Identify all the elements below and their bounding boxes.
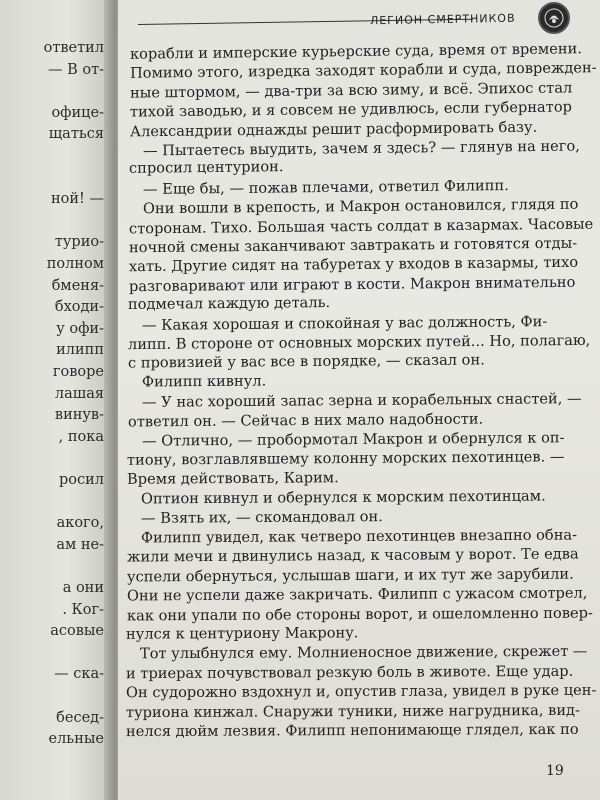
- text-line: корабли и имперские курьерские суда, время от времени.: [129, 40, 583, 63]
- left-page-fragment: асовые: [50, 623, 104, 640]
- left-page-fragment: лашая: [54, 385, 104, 402]
- text-line: Филипп кивнул.: [141, 372, 267, 391]
- left-page-fragment: акого,: [56, 515, 104, 532]
- text-line: подмечал каждую деталь.: [128, 294, 331, 314]
- left-page-fragment: ельные: [48, 731, 104, 748]
- text-line: нелся дюйм лезвия. Филипп непонимающе глядел, как по: [125, 720, 579, 741]
- text-line: — Взять их, — скомандовал он.: [141, 507, 384, 527]
- text-line: с провизией у вас все в порядке, — сказал он.: [128, 351, 485, 372]
- left-page-fragment: офице-: [51, 104, 104, 121]
- text-line: Они вошли в крепость, и Макрон остановился, глядя по: [142, 195, 579, 218]
- page-number: 19: [546, 763, 564, 779]
- left-page-fragment: , пока: [58, 428, 104, 445]
- text-line: ночной смены заканчивают завтракать и готовятся отды-: [128, 234, 578, 257]
- text-line: Помимо этого, изредка заходят корабли и суда, поврежден-: [129, 59, 597, 83]
- publisher-logo-icon: [538, 2, 570, 34]
- text-line: Александрии однажды решит расформировать базу.: [129, 118, 537, 140]
- text-line: липп. В стороне от основных морских путей... Но, полагаю,: [128, 331, 591, 354]
- text-line: — Еще бы, — пожав плечами, ответил Филипп.: [143, 176, 510, 198]
- text-line: тихой заводью, и я совсем не удивлюсь, если губернатор: [129, 98, 572, 121]
- text-line: туриона кинжал. Снаружи туники, ниже нагрудника, вид-: [125, 701, 580, 721]
- text-line: тиону, возглавлявшему колонну морских пехотинцев. —: [127, 448, 566, 470]
- left-page-fragment: у офи-: [56, 320, 104, 337]
- text-line: Оптион кивнул и обернулся к морским пехотинцам.: [141, 487, 546, 508]
- text-line: Они не успели даже закричать. Филипп с ужасом смотрел,: [126, 584, 588, 605]
- text-line: нулся к центуриону Макрону.: [126, 624, 359, 643]
- text-line: Филипп увидел, как четверо пехотинцев внезапно обна-: [140, 526, 578, 547]
- text-line: — Пытаетесь выудить, зачем я здесь? — глянув на него,: [143, 137, 581, 160]
- left-page-fragment: полном: [46, 256, 104, 272]
- text-line: ные штормом, — два-три за всю зиму, и всё. Эпихос стал: [129, 79, 573, 102]
- text-line: — Отлично, — пробормотал Макрон и обернулся к оп-: [141, 429, 565, 450]
- text-line: сторонам. Тихо. Большая часть солдат в казармах. Часовые: [128, 215, 594, 237]
- left-page-fragment: бменя-: [51, 277, 104, 294]
- text-line: как они упали по обе стороны ворот, и ошеломленно повер-: [126, 604, 593, 625]
- left-page-fragment: винув-: [54, 407, 104, 424]
- left-page-fragment: — ска-: [54, 666, 104, 683]
- text-line: Тот улыбнулся ему. Молниеносное движение, скрежет —: [140, 643, 588, 663]
- left-page-fragment: а они: [62, 580, 104, 596]
- text-line: разговаривают или играют в кости. Макрон внимательно: [128, 273, 576, 295]
- left-page-fragment: турио-: [54, 234, 104, 251]
- left-page-fragment: бесед-: [56, 709, 104, 726]
- right-page: [118, 0, 600, 800]
- text-line: жили мечи и двинулись назад, к часовым у ворот. Те едва: [126, 545, 579, 566]
- text-line: — У нас хороший запас зерна и корабельных снастей, —: [141, 390, 582, 412]
- left-page-fragment: ной! —: [51, 191, 104, 208]
- text-line: — Какая хорошая и спокойная у вас должность, Фи-: [142, 312, 548, 334]
- text-line: Он судорожно вздохнул и, опустив глаза, увидел в руке цен-: [125, 681, 597, 702]
- left-page-fragment: ответил: [43, 40, 104, 56]
- text-line: и триерах почувствовал резкую боль в животе. Еще удар.: [126, 662, 574, 683]
- left-page-fragment: . Ког-: [62, 601, 104, 618]
- left-page-fragment: бходи-: [54, 299, 104, 316]
- left-page-fragment: ам не-: [56, 536, 104, 553]
- running-head: ЛЕГИОН СМЕРТНИКОВ: [369, 11, 516, 28]
- text-line: спросил центурион.: [129, 158, 284, 178]
- text-line: успели обернуться, услышав шаги, и их тут же зарубили.: [126, 565, 574, 586]
- left-page-fragment: — В от-: [47, 61, 104, 78]
- left-page-fragment: щаться: [48, 126, 104, 143]
- left-page-fragment: илипп: [56, 342, 104, 359]
- text-line: Время действовать, Карим.: [127, 468, 340, 488]
- text-line: хать. Другие сидят на табуретах у входов в казармы, тихо: [128, 254, 578, 276]
- left-page-fragment: росил: [58, 472, 104, 488]
- text-line: ответил он. — Сейчас в них мало надобности.: [127, 410, 483, 431]
- left-page-fragment: говоре: [52, 364, 104, 380]
- left-page: [0, 0, 112, 800]
